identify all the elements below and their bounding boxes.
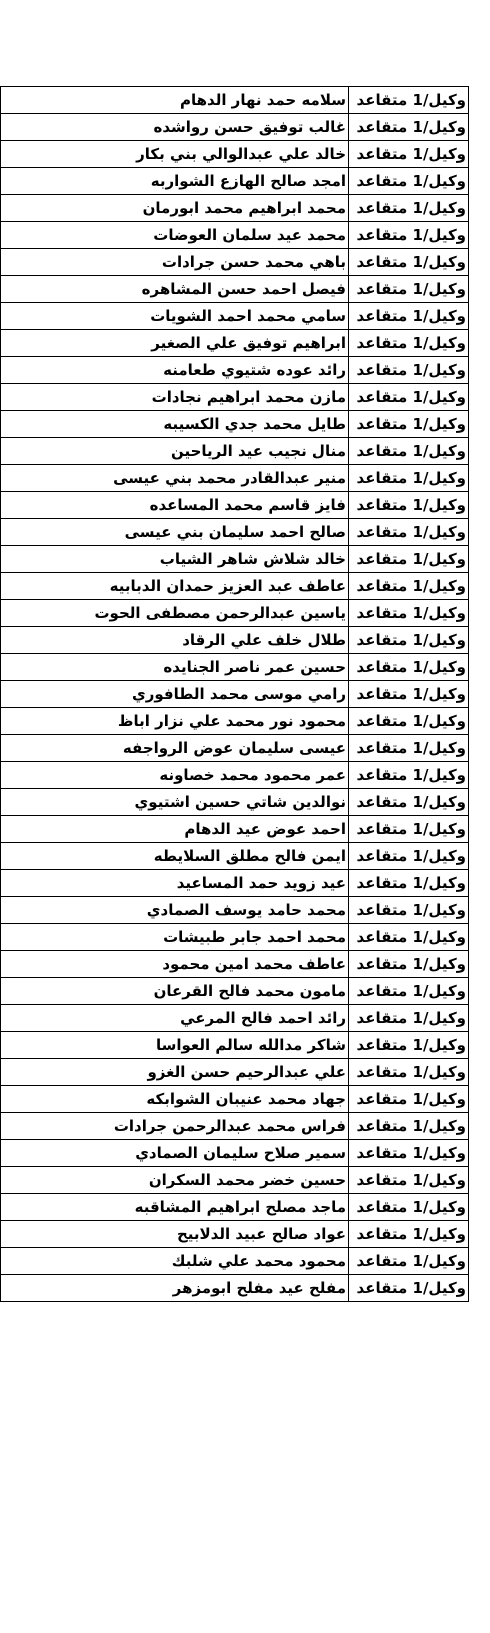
- rank-cell: وكيل/1 متقاعد: [349, 1194, 469, 1221]
- name-cell: شاكر مدالله سالم العواسا: [1, 1032, 349, 1059]
- rank-cell: وكيل/1 متقاعد: [349, 654, 469, 681]
- rank-cell: وكيل/1 متقاعد: [349, 789, 469, 816]
- name-cell: نوالدين شاتي حسين اشتيوي: [1, 789, 349, 816]
- table-row: [1, 924, 469, 951]
- rank-cell: وكيل/1 متقاعد: [349, 465, 469, 492]
- table-row: [1, 1059, 469, 1086]
- rank-cell: وكيل/1 متقاعد: [349, 330, 469, 357]
- personnel-table: [0, 86, 469, 1302]
- table-row: [1, 492, 469, 519]
- name-cell: حسين خضر محمد السكران: [1, 1167, 349, 1194]
- rank-cell: وكيل/1 متقاعد: [349, 492, 469, 519]
- name-cell: غالب توفيق حسن رواشده: [1, 114, 349, 141]
- name-cell: منال نجيب عيد الرياحين: [1, 438, 349, 465]
- table-row: [1, 1005, 469, 1032]
- table-row: [1, 546, 469, 573]
- table-row: [1, 438, 469, 465]
- name-cell: عيد زويد حمد المساعيد: [1, 870, 349, 897]
- name-cell: سلامه حمد نهار الدهام: [1, 87, 349, 114]
- table-row: [1, 87, 469, 114]
- rank-cell: وكيل/1 متقاعد: [349, 114, 469, 141]
- table-row: [1, 978, 469, 1005]
- rank-cell: وكيل/1 متقاعد: [349, 1221, 469, 1248]
- name-cell: احمد عوض عيد الدهام: [1, 816, 349, 843]
- rank-cell: وكيل/1 متقاعد: [349, 195, 469, 222]
- rank-cell: وكيل/1 متقاعد: [349, 897, 469, 924]
- name-cell: سامي محمد احمد الشويات: [1, 303, 349, 330]
- table-row: [1, 222, 469, 249]
- name-cell: طايل محمد جدي الكسيبه: [1, 411, 349, 438]
- name-cell: رائد احمد فالح المرعي: [1, 1005, 349, 1032]
- table-row: [1, 519, 469, 546]
- table-row: [1, 384, 469, 411]
- name-cell: فايز قاسم محمد المساعده: [1, 492, 349, 519]
- rank-cell: وكيل/1 متقاعد: [349, 762, 469, 789]
- rank-cell: وكيل/1 متقاعد: [349, 816, 469, 843]
- rank-cell: وكيل/1 متقاعد: [349, 303, 469, 330]
- table-row: [1, 1275, 469, 1302]
- name-cell: امجد صالح الهازع الشواربه: [1, 168, 349, 195]
- table-row: [1, 681, 469, 708]
- table-row: [1, 276, 469, 303]
- rank-cell: وكيل/1 متقاعد: [349, 222, 469, 249]
- rank-cell: وكيل/1 متقاعد: [349, 1113, 469, 1140]
- name-cell: عاطف محمد امين محمود: [1, 951, 349, 978]
- rank-cell: وكيل/1 متقاعد: [349, 627, 469, 654]
- rank-cell: وكيل/1 متقاعد: [349, 708, 469, 735]
- name-cell: ماجد مصلح ابراهيم المشاقبه: [1, 1194, 349, 1221]
- name-cell: رائد عوده شتيوي طعامنه: [1, 357, 349, 384]
- table-row: [1, 141, 469, 168]
- table-row: [1, 357, 469, 384]
- name-cell: طلال خلف علي الرقاد: [1, 627, 349, 654]
- table-row: [1, 1086, 469, 1113]
- name-cell: خالد علي عبدالوالي بني بكار: [1, 141, 349, 168]
- table-row: [1, 114, 469, 141]
- table-row: [1, 1113, 469, 1140]
- name-cell: حسين عمر ناصر الجنايده: [1, 654, 349, 681]
- rank-cell: وكيل/1 متقاعد: [349, 141, 469, 168]
- name-cell: علي عبدالرحيم حسن الغزو: [1, 1059, 349, 1086]
- name-cell: عمر محمود محمد خصاونه: [1, 762, 349, 789]
- rank-cell: وكيل/1 متقاعد: [349, 411, 469, 438]
- name-cell: رامي موسى محمد الطافوري: [1, 681, 349, 708]
- personnel-table-body: [1, 87, 469, 1302]
- rank-cell: وكيل/1 متقاعد: [349, 843, 469, 870]
- name-cell: منير عبدالقادر محمد بني عيسى: [1, 465, 349, 492]
- name-cell: مفلح عيد مفلح ابومزهر: [1, 1275, 349, 1302]
- rank-cell: وكيل/1 متقاعد: [349, 735, 469, 762]
- table-row: [1, 789, 469, 816]
- table-row: [1, 168, 469, 195]
- rank-cell: وكيل/1 متقاعد: [349, 870, 469, 897]
- rank-cell: وكيل/1 متقاعد: [349, 276, 469, 303]
- table-row: [1, 870, 469, 897]
- name-cell: محمد ابراهيم محمد ابورمان: [1, 195, 349, 222]
- table-row: [1, 600, 469, 627]
- table-row: [1, 1032, 469, 1059]
- name-cell: فراس محمد عبدالرحمن جرادات: [1, 1113, 349, 1140]
- name-cell: جهاد محمد عنيبان الشوابكه: [1, 1086, 349, 1113]
- table-row: [1, 249, 469, 276]
- rank-cell: وكيل/1 متقاعد: [349, 357, 469, 384]
- table-row: [1, 762, 469, 789]
- table-row: [1, 843, 469, 870]
- table-row: [1, 1194, 469, 1221]
- table-row: [1, 951, 469, 978]
- rank-cell: وكيل/1 متقاعد: [349, 546, 469, 573]
- rank-cell: وكيل/1 متقاعد: [349, 1275, 469, 1302]
- name-cell: محمود نور محمد علي نزار اباظ: [1, 708, 349, 735]
- name-cell: ايمن فالح مطلق السلايطه: [1, 843, 349, 870]
- table-row: [1, 573, 469, 600]
- table-row: [1, 1221, 469, 1248]
- table-row: [1, 897, 469, 924]
- name-cell: صالح احمد سليمان بني عيسى: [1, 519, 349, 546]
- rank-cell: وكيل/1 متقاعد: [349, 249, 469, 276]
- table-row: [1, 1248, 469, 1275]
- name-cell: محمد عيد سلمان العوضات: [1, 222, 349, 249]
- table-row: [1, 330, 469, 357]
- name-cell: ابراهيم توفيق علي الصغير: [1, 330, 349, 357]
- table-row: [1, 411, 469, 438]
- table-row: [1, 735, 469, 762]
- rank-cell: وكيل/1 متقاعد: [349, 681, 469, 708]
- rank-cell: وكيل/1 متقاعد: [349, 978, 469, 1005]
- name-cell: خالد شلاش شاهر الشياب: [1, 546, 349, 573]
- name-cell: عاطف عبد العزيز حمدان الدبابيه: [1, 573, 349, 600]
- rank-cell: وكيل/1 متقاعد: [349, 600, 469, 627]
- name-cell: باهي محمد حسن جرادات: [1, 249, 349, 276]
- name-cell: ياسين عبدالرحمن مصطفى الحوت: [1, 600, 349, 627]
- rank-cell: وكيل/1 متقاعد: [349, 573, 469, 600]
- table-row: [1, 708, 469, 735]
- rank-cell: وكيل/1 متقاعد: [349, 1167, 469, 1194]
- table-row: [1, 627, 469, 654]
- table-row: [1, 465, 469, 492]
- table-row: [1, 1167, 469, 1194]
- rank-cell: وكيل/1 متقاعد: [349, 1140, 469, 1167]
- table-row: [1, 816, 469, 843]
- name-cell: مامون محمد فالح القرعان: [1, 978, 349, 1005]
- rank-cell: وكيل/1 متقاعد: [349, 1086, 469, 1113]
- rank-cell: وكيل/1 متقاعد: [349, 438, 469, 465]
- name-cell: فيصل احمد حسن المشاهره: [1, 276, 349, 303]
- table-row: [1, 1140, 469, 1167]
- table-row: [1, 654, 469, 681]
- name-cell: محمد حامد يوسف الصمادي: [1, 897, 349, 924]
- name-cell: عيسى سليمان عوض الرواجفه: [1, 735, 349, 762]
- rank-cell: وكيل/1 متقاعد: [349, 1248, 469, 1275]
- rank-cell: وكيل/1 متقاعد: [349, 1032, 469, 1059]
- rank-cell: وكيل/1 متقاعد: [349, 1005, 469, 1032]
- name-cell: مازن محمد ابراهيم نجادات: [1, 384, 349, 411]
- rank-cell: وكيل/1 متقاعد: [349, 87, 469, 114]
- name-cell: محمد احمد جابر طبيشات: [1, 924, 349, 951]
- rank-cell: وكيل/1 متقاعد: [349, 924, 469, 951]
- rank-cell: وكيل/1 متقاعد: [349, 384, 469, 411]
- rank-cell: وكيل/1 متقاعد: [349, 951, 469, 978]
- name-cell: سمير صلاح سليمان الصمادي: [1, 1140, 349, 1167]
- table-row: [1, 195, 469, 222]
- name-cell: محمود محمد علي شلبك: [1, 1248, 349, 1275]
- rank-cell: وكيل/1 متقاعد: [349, 519, 469, 546]
- name-cell: عواد صالح عبيد الدلابيح: [1, 1221, 349, 1248]
- rank-cell: وكيل/1 متقاعد: [349, 168, 469, 195]
- table-row: [1, 303, 469, 330]
- rank-cell: وكيل/1 متقاعد: [349, 1059, 469, 1086]
